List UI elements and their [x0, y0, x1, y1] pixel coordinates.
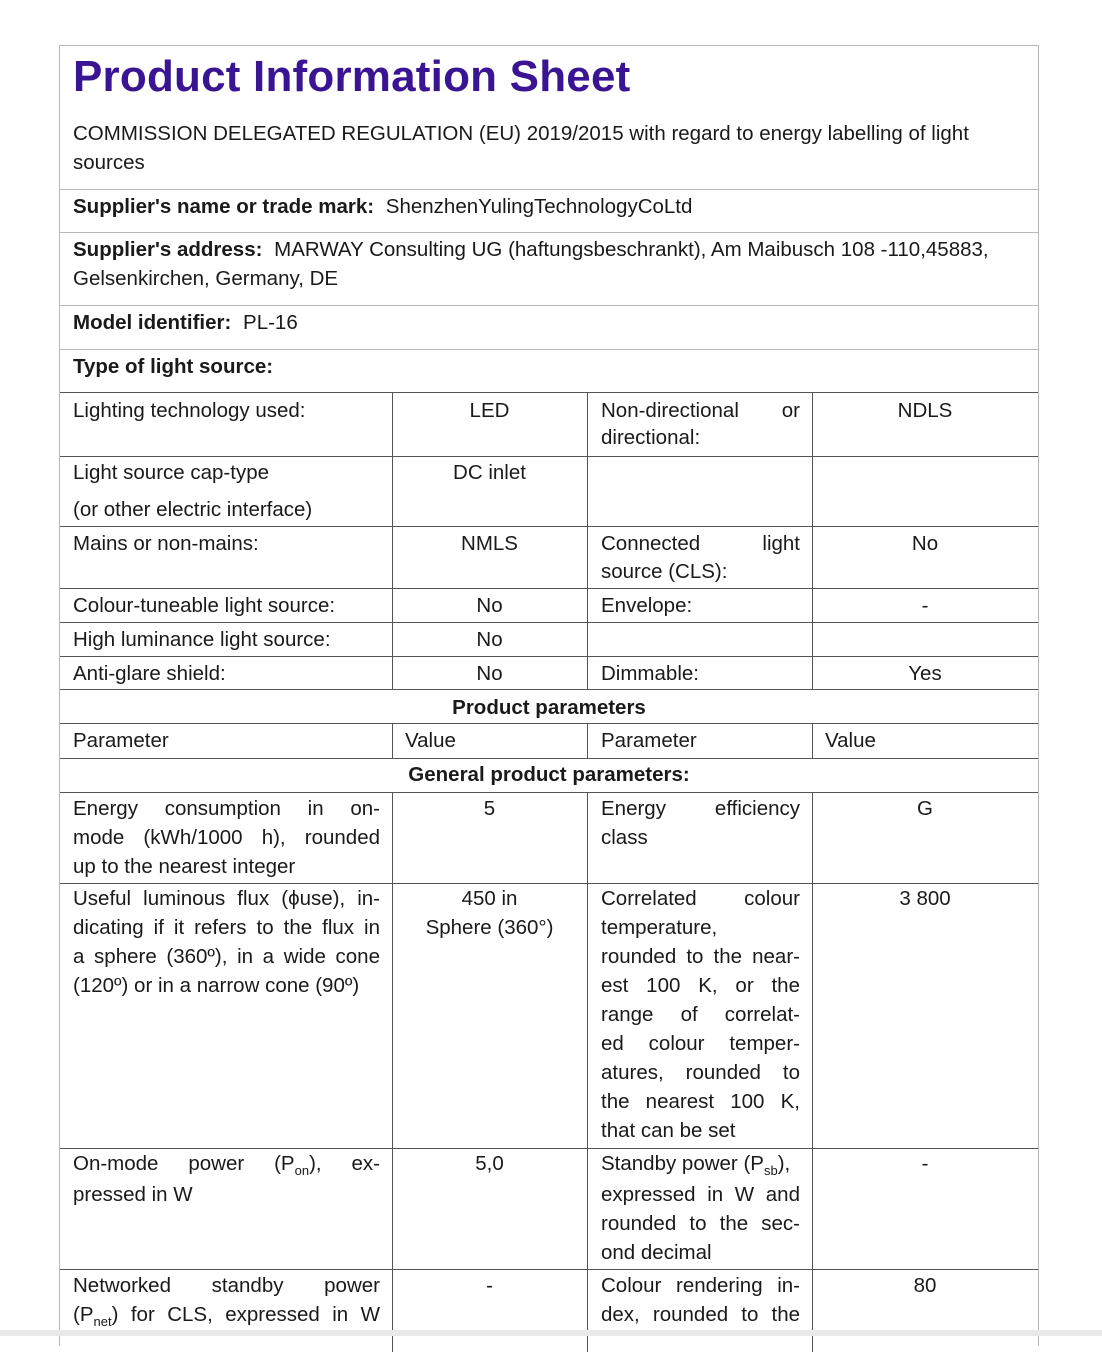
supplier-address-label: Supplier's address:: [73, 238, 263, 261]
mains-label: Mains or non-mains:: [73, 532, 259, 555]
dir-label-1: Non-directional or: [601, 399, 800, 422]
model-label: Model identifier:: [73, 311, 232, 334]
standby-value: -: [921, 1152, 929, 1175]
regulation-line-2: sources: [73, 151, 145, 174]
cct-line-2: temperature,: [601, 916, 718, 939]
supplier-address-value-1: MARWAY Consulting UG (haftungsbeschrankt), Am Maibusch 108 -110,45883,: [274, 238, 989, 261]
flux-line-2: dicating if it refers to the flux in: [73, 916, 380, 939]
column-value-2: Value: [825, 729, 876, 752]
envelope-value: -: [921, 594, 929, 617]
cct-line-8: the nearest 100 K,: [601, 1090, 800, 1113]
mains-value: NMLS: [461, 532, 518, 555]
product-information-sheet: [59, 45, 1039, 1346]
colour-label: Colour-tuneable light source:: [73, 594, 336, 617]
supplier-name-value: ShenzhenYulingTechnologyCoLtd: [385, 195, 693, 218]
model-value: PL-16: [243, 311, 298, 334]
cap-label-1: Light source cap-type: [73, 461, 270, 484]
supplier-name-label: Supplier's name or trade mark:: [73, 195, 375, 218]
energy-cons-line-2: mode (kWh/1000 h), rounded: [73, 826, 380, 849]
model-row: [73, 308, 298, 337]
onmode-line-1: On-mode power $(P_{on})$, ex-: [73, 1152, 380, 1179]
eff-class-value: G: [917, 797, 933, 820]
cls-value: No: [911, 532, 939, 555]
cct-line-6: ed colour temper-: [601, 1032, 800, 1055]
cls-label-1: Connected light: [601, 532, 800, 555]
anti-label: Anti-glare shield:: [73, 662, 226, 685]
tech-value: LED: [469, 399, 510, 422]
cls-label-2: source (CLS):: [601, 560, 728, 583]
cct-line-5: range of correlat-: [601, 1003, 800, 1026]
dim-value: Yes: [908, 662, 942, 685]
cri-line-1: Colour rendering in-: [601, 1274, 800, 1297]
column-parameter-1: Parameter: [73, 729, 169, 752]
type-heading: Type of light source:: [73, 355, 274, 378]
flux-value-2: Sphere (360°): [425, 916, 554, 939]
supplier-address-row: [73, 235, 989, 264]
tech-label: Lighting technology used:: [73, 399, 306, 422]
cct-line-7: atures, rounded to: [601, 1061, 800, 1084]
eff-class-line-2: class: [601, 826, 648, 849]
cri-line-2: dex, rounded to the: [601, 1303, 800, 1326]
net-line-1: Networked standby power: [73, 1274, 380, 1297]
cct-line-3: rounded to the near-: [601, 945, 800, 968]
standby-line-1: Standby power $(P_{sb})$,: [601, 1152, 791, 1179]
supplier-address-value-2: Gelsenkirchen, Germany, DE: [73, 267, 339, 290]
net-line-2: $(P_{net})$ for CLS, expressed in W: [73, 1303, 380, 1330]
general-parameters-heading: General product parameters:: [408, 763, 690, 786]
standby-line-2: expressed in W and: [601, 1183, 800, 1206]
energy-cons-value: 5: [483, 797, 496, 820]
dir-value: NDLS: [897, 399, 953, 422]
regulation-line-1: COMMISSION DELEGATED REGULATION (EU) 2019/2015 with regard to energy labelling of light: [73, 122, 969, 145]
flux-line-1: Useful luminous flux (ϕuse), in-: [73, 887, 380, 910]
high-label: High luminance light source:: [73, 628, 331, 651]
onmode-value: 5,0: [475, 1152, 504, 1175]
cct-line-9: that can be set: [601, 1119, 736, 1142]
bottom-scroll-edge: [0, 1330, 1102, 1336]
supplier-name-row: [73, 192, 692, 221]
cct-value: 3 800: [899, 887, 951, 910]
colour-value: No: [476, 594, 503, 617]
column-parameter-2: Parameter: [601, 729, 697, 752]
dir-label-2: directional:: [601, 426, 701, 449]
flux-value-1: 450 in: [461, 887, 518, 910]
dim-label: Dimmable:: [601, 662, 699, 685]
envelope-label: Envelope:: [601, 594, 693, 617]
energy-cons-line-3: up to the nearest integer: [73, 855, 296, 878]
anti-value: No: [476, 662, 503, 685]
energy-cons-line-1: Energy consumption in on-: [73, 797, 380, 820]
cct-line-1: Correlated colour: [601, 887, 800, 910]
column-value-1: Value: [405, 729, 456, 752]
cap-label-2: (or other electric interface): [73, 498, 313, 521]
cap-value: DC inlet: [453, 461, 526, 484]
standby-line-3: rounded to the sec-: [601, 1212, 800, 1235]
onmode-line-2: pressed in W: [73, 1183, 193, 1206]
high-value: No: [476, 628, 503, 651]
page-title: Product Information Sheet: [73, 52, 631, 101]
flux-line-3: a sphere (360º), in a wide cone: [73, 945, 380, 968]
flux-line-4: (120º) or in a narrow cone (90º): [73, 974, 360, 997]
product-parameters-heading: Product parameters: [452, 696, 646, 719]
net-value: -: [486, 1274, 493, 1297]
standby-line-4: ond decimal: [601, 1241, 712, 1264]
cct-line-4: est 100 K, or the: [601, 974, 800, 997]
eff-class-line-1: Energy efficiency: [601, 797, 800, 820]
cri-value: 80: [913, 1274, 937, 1297]
